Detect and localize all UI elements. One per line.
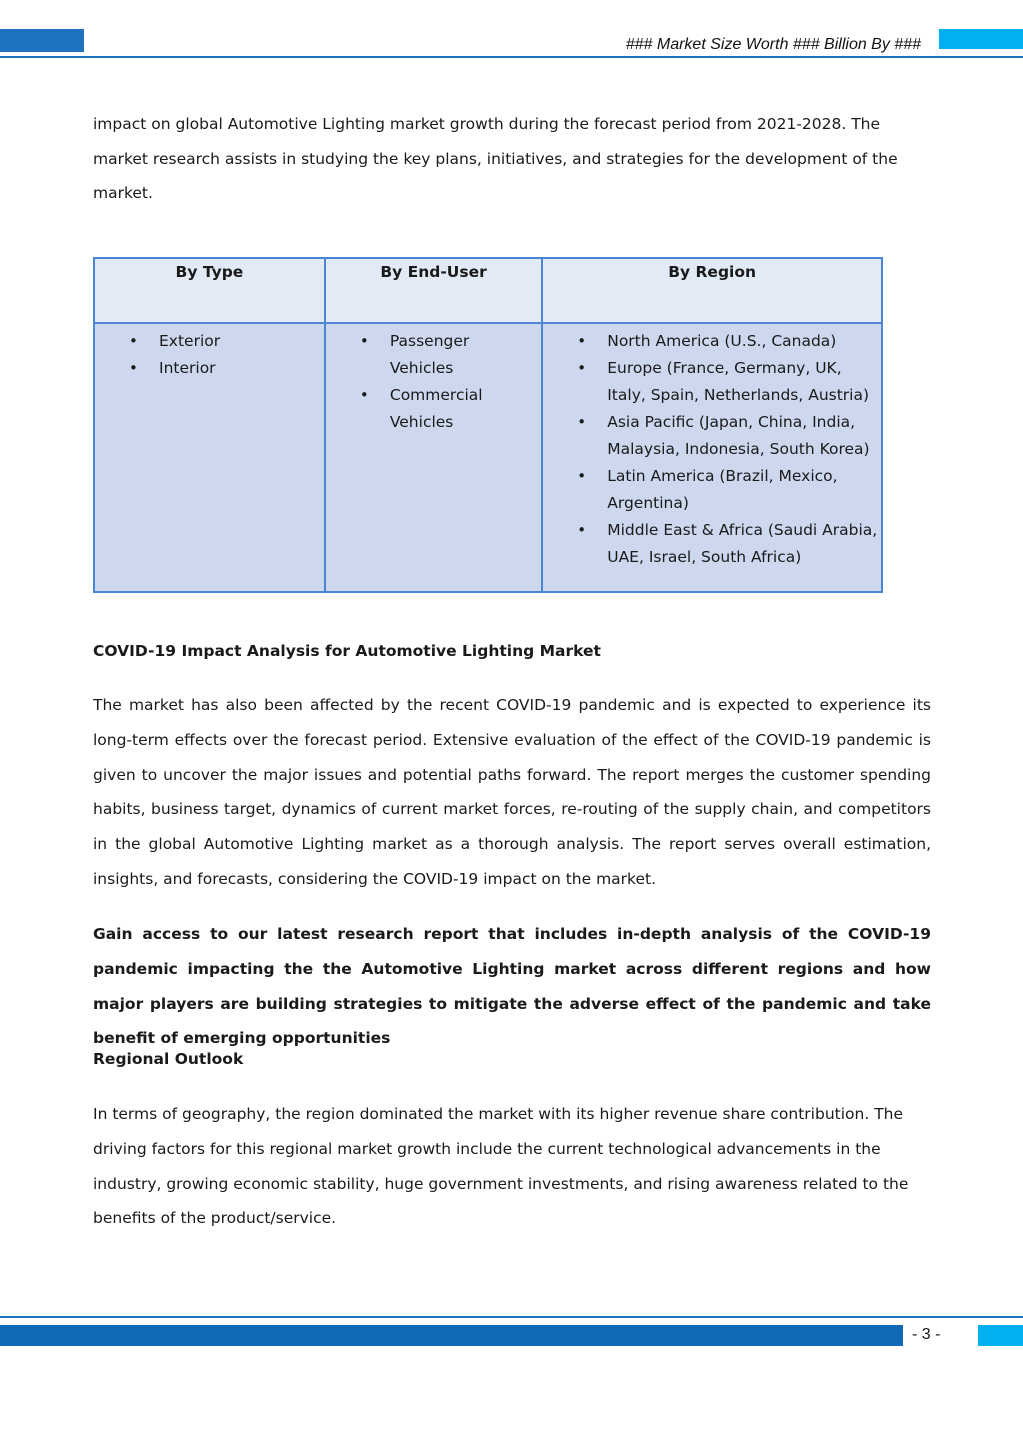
list-item: • Middle East & Africa (Saudi Arabia, UAE, Israel, South Africa) [544, 517, 880, 571]
segmentation-table [93, 257, 883, 593]
footer-rule [0, 1316, 1023, 1318]
list-item: • Passenger Vehicles [327, 328, 536, 382]
list-item: • Exterior [96, 328, 323, 355]
cell-by-end-user [325, 323, 542, 592]
footer-accent-right [978, 1325, 1023, 1346]
cell-by-region [542, 323, 882, 592]
covid-heading: COVID-19 Impact Analysis for Automotive Lighting Market [93, 642, 601, 660]
header-accent-right [939, 29, 1023, 49]
header-rule [0, 56, 1023, 58]
list-item: • Europe (France, Germany, UK, Italy, Spain, Netherlands, Austria) [544, 355, 880, 409]
list-item: • Commercial Vehicles [327, 382, 536, 436]
footer-accent-bar [0, 1325, 903, 1346]
regional-paragraph: In terms of geography, the region dominated the market with its higher revenue share contribution. The driving factors for this regional market growth include the current technological advancements in the industry, growing economic stability, huge government investments, and rising awareness related to the benefits of the product/service. [93, 1105, 909, 1228]
covid-paragraph: The market has also been affected by the recent COVID-19 pandemic and is expected to experience its long-term effects over the forecast period. Extensive evaluation of the effect of the COVID-19 pandemic is given to uncover the major issues and potential paths forward. The report merges the customer spending habits, business target, dynamics of current market forces, re-routing of the supply chain, and competitors in the global Automotive Lighting market as a thorough analysis. The report serves overall estimation, insights, and forecasts, considering the COVID-19 impact on the market. [93, 696, 931, 888]
intro-paragraph: impact on global Automotive Lighting market growth during the forecast period from 2021-2028. The market research assists in studying the key plans, initiatives, and strategies for the development of the market. [93, 115, 898, 202]
table-row [94, 323, 882, 592]
type-list [96, 328, 323, 382]
list-item: • Latin America (Brazil, Mexico, Argentina) [544, 463, 880, 517]
list-item: • North America (U.S., Canada) [544, 328, 880, 355]
end-user-list [327, 328, 536, 436]
header-by-end-user: By End-User [325, 258, 542, 323]
header-title: ### Market Size Worth ### Billion By ### [625, 36, 921, 53]
header-by-type: By Type [94, 258, 325, 323]
page-number: - 3 - [912, 1326, 941, 1343]
regional-heading: Regional Outlook [93, 1050, 244, 1068]
list-item: • Asia Pacific (Japan, China, India, Malaysia, Indonesia, South Korea) [544, 409, 880, 463]
table-header-row [94, 258, 882, 323]
cell-by-type [94, 323, 325, 592]
region-list [544, 328, 880, 571]
header-by-region: By Region [542, 258, 882, 323]
covid-cta-paragraph: Gain access to our latest research report that includes in-depth analysis of the COVID-19 pandemic impacting the the Automotive Lighting market across different regions and how major players are building strategies to mitigate the adverse effect of the pandemic and take benefit of emerging opportunities [93, 925, 931, 1048]
header-accent-left [0, 29, 84, 52]
list-item: • Interior [96, 355, 323, 382]
